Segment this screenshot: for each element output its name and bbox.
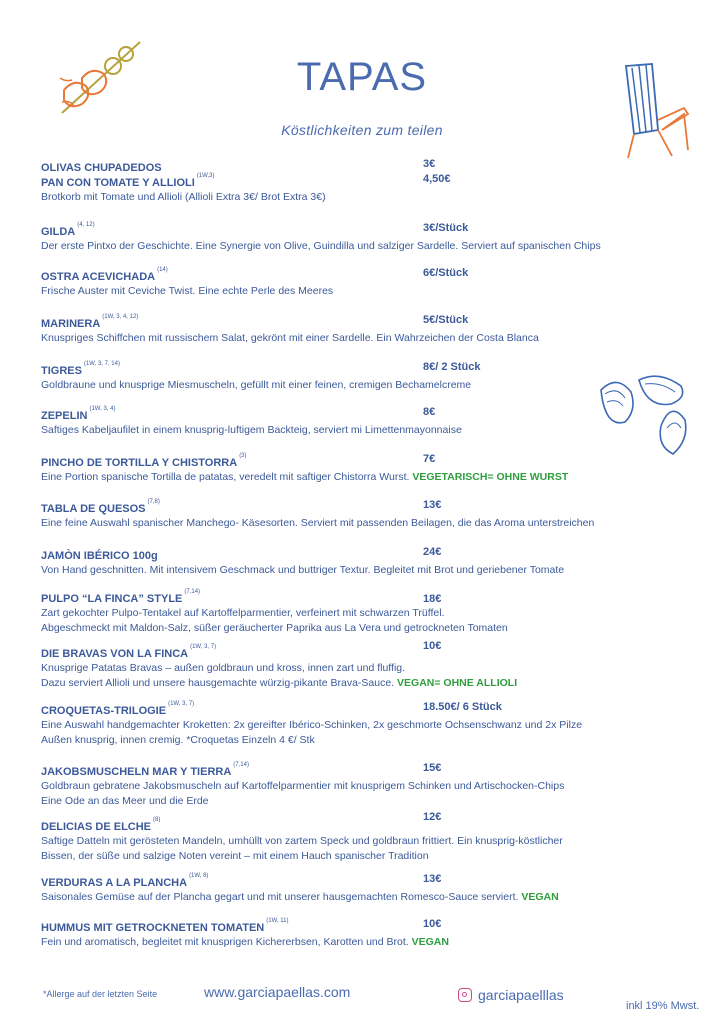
item-allergen: (1W, 3, 7)	[168, 701, 195, 707]
item-description-text: Eine Ode an das Meer und die Erde	[41, 795, 209, 807]
menu-item	[41, 589, 711, 636]
item-allergen: (7,8)	[147, 499, 160, 505]
item-allergen: (7,14)	[184, 589, 201, 595]
item-name: PINCHO DE TORTILLA Y CHISTORRA	[41, 457, 238, 469]
item-name: ZEPELIN	[41, 410, 88, 422]
item-description-text: Brotkorb mit Tomate und Allioli (Allioli Extra 3€/ Brot Extra 3€)	[41, 191, 326, 203]
item-description-text: Saisonales Gemüse auf der Plancha gegart und mit unserer hausgemachten Romesco-Sauce serviert.	[41, 891, 519, 903]
item-allergen: (1W, 3, 7)	[190, 644, 217, 650]
item-description	[41, 331, 711, 346]
item-description-text: Von Hand geschnitten. Mit intensivem Geschmack und buttriger Textur. Begleitet mit Brot und geriebener Tomate	[41, 564, 565, 576]
item-price: 5€/Stück	[423, 314, 469, 326]
item-description-text: Goldbraune und knusprige Miesmuscheln, gefüllt mit einer feinen, cremigen Bechamelcreme	[41, 379, 472, 391]
item-allergen: (1W, 3, 7, 14)	[83, 361, 120, 367]
item-name: TIGRES	[41, 365, 82, 377]
item-description	[41, 378, 711, 393]
item-name: VERDURAS A LA PLANCHA	[41, 877, 188, 889]
item-name: JAMÒN IBÉRICO 100g	[41, 550, 158, 562]
instagram-label: garciapaelllas	[478, 987, 564, 1003]
item-price: 8€/ 2 Stück	[423, 361, 481, 373]
item-description	[41, 621, 711, 636]
item-description-text: Abgeschmeckt mit Maldon-Salz, süßer geräucherter Paprika aus La Vera und getrockneten Tomaten	[41, 622, 508, 634]
item-price: 6€/Stück	[423, 267, 469, 279]
item-description	[41, 516, 711, 531]
item-name: TABLA DE QUESOS	[41, 503, 146, 515]
item-description-text: Der erste Pintxo der Geschichte. Eine Synergie von Olive, Guindilla und salziger Sardelle. Serviert auf spanischen Chips	[41, 240, 601, 252]
item-name: PAN CON TOMATE Y ALLIOLI	[41, 177, 195, 189]
item-price: 18€	[423, 593, 442, 605]
item-description-text: Knusprige Patatas Bravas – außen goldbraun und kross, innen zart und fluffig.	[41, 662, 406, 674]
item-allergen: (1W,3)	[196, 173, 215, 179]
item-description-text: Bissen, der süße und salzige Noten vereint – mit einem Hauch spanischer Tradition	[41, 850, 429, 862]
item-description	[41, 470, 711, 485]
item-allergen: (8)	[153, 817, 161, 823]
menu-item	[41, 918, 711, 950]
menu-item	[41, 314, 711, 346]
item-description-text: Zart gekochter Pulpo-Tentakel auf Kartoffelparmentier, verfeinert mit schwarzen Trüffel.	[41, 607, 445, 619]
item-description-text: Frische Auster mit Ceviche Twist. Eine echte Perle des Meeres	[41, 285, 334, 297]
menu-item	[41, 762, 711, 809]
item-description	[41, 284, 711, 299]
diet-tag: VEGAN	[411, 936, 449, 948]
item-description-text: Eine Portion spanische Tortilla de patatas, veredelt mit saftiger Chistorra Wurst.	[41, 471, 410, 483]
item-allergen: (1W, 3, 4, 12)	[102, 314, 139, 320]
item-price: 15€	[423, 762, 442, 774]
item-allergen: (7,14)	[233, 762, 249, 768]
item-price: 3€/Stück	[423, 222, 469, 234]
tax-note: inkl 19% Mwst.	[626, 1000, 700, 1012]
item-price: 10€	[423, 640, 442, 652]
item-name: OSTRA ACEVICHADA	[41, 271, 156, 283]
item-description-text: Fein und aromatisch, begleitet mit knusprigen Kichererbsen, Karotten und Brot.	[41, 936, 409, 948]
item-description	[41, 676, 711, 691]
item-name: PULPO “LA FINCA” STYLE	[41, 593, 183, 605]
item-price: 10€	[423, 918, 442, 930]
item-description	[41, 733, 711, 748]
item-description	[41, 794, 711, 809]
diet-tag: VEGETARISCH= OHNE WURST	[412, 471, 569, 483]
menu-item	[41, 640, 711, 691]
item-name: DELICIAS DE ELCHE	[41, 821, 152, 833]
diet-tag: VEGAN	[521, 891, 559, 903]
item-description	[41, 890, 711, 905]
item-description	[41, 718, 711, 733]
allergen-note: *Allerge auf der letzten Seite	[43, 989, 158, 999]
item-price: 13€	[423, 873, 442, 885]
item-price: 12€	[423, 811, 442, 823]
item-description-text: Goldbraun gebratene Jakobsmuscheln auf Kartoffelparmentier mit knusprigem Schinken und Artischocken-Chips	[41, 780, 565, 792]
menu-item	[41, 173, 711, 205]
item-allergen: (4, 12)	[77, 222, 95, 228]
item-name: HUMMUS MIT GETROCKNETEN TOMATEN	[41, 922, 265, 934]
item-description	[41, 849, 711, 864]
item-description-text: Eine feine Auswahl spanischer Manchego- Käsesorten. Serviert mit passenden Beilagen, die das Aroma unterstreichen	[41, 517, 595, 529]
item-description-text: Saftiges Kabeljaufilet in einem knusprig-luftigem Backteig, serviert mi Limettenmayonnaise	[41, 424, 462, 436]
item-description-text: Dazu serviert Allioli und unsere hausgemachte würzig-pikante Brava-Sauce.	[41, 677, 395, 689]
item-name: JAKOBSMUSCHELN MAR Y TIERRA	[41, 766, 232, 778]
item-description	[41, 779, 711, 794]
item-price: 18.50€/ 6 Stück	[423, 701, 502, 713]
item-price: 13€	[423, 499, 442, 511]
item-price: 8€	[423, 406, 436, 418]
menu-title: TAPAS	[296, 55, 428, 99]
menu-item	[41, 267, 711, 299]
menu-item	[41, 546, 711, 578]
item-allergen: (3)	[239, 453, 247, 459]
item-description	[41, 661, 711, 676]
item-allergen: (14)	[157, 267, 168, 273]
item-name: MARINERA	[41, 318, 101, 330]
item-description	[41, 606, 711, 621]
menu-item	[41, 453, 711, 485]
item-description	[41, 423, 711, 438]
diet-tag: VEGAN= OHNE ALLIOLI	[397, 677, 518, 689]
item-description-text: Saftige Datteln mit gerösteten Mandeln, umhüllt von zartem Speck und goldbraun frittiert. Ein knusprig-köstlicher	[41, 835, 563, 847]
item-description	[41, 563, 711, 578]
item-name: DIE BRAVAS VON LA FINCA	[41, 648, 189, 660]
menu-item	[41, 406, 711, 438]
item-description-text: Eine Auswahl handgemachter Kroketten: 2x gereifter Ibérico-Schinken, 2x geschmorte Ochsenschwanz und 2x Pilze	[41, 719, 583, 731]
item-description	[41, 935, 711, 950]
instagram-handle[interactable]	[458, 987, 564, 1003]
item-price: 24€	[423, 546, 442, 558]
item-allergen: (1W, 8)	[189, 873, 209, 879]
website-link[interactable]: www.garciapaellas.com	[204, 984, 351, 1000]
instagram-icon	[458, 988, 472, 1002]
item-name: OLIVAS CHUPADEDOS	[41, 162, 162, 174]
item-description-text: Knuspriges Schiffchen mit russischem Salat, gekrönt mit einer Sardelle. Ein Wahrzeichen der Costa Blanca	[41, 332, 539, 344]
item-allergen: (1W, 3, 4)	[89, 406, 116, 412]
item-description	[41, 834, 711, 849]
item-price: 7€	[423, 453, 436, 465]
menu-item	[41, 701, 711, 748]
item-description-text: Außen knusprig, innen cremig. *Croquetas Einzeln 4 €/ Stk	[41, 734, 315, 746]
item-price: 3€	[423, 158, 436, 170]
item-allergen: (1W, 11)	[266, 918, 289, 924]
menu-item	[41, 499, 711, 531]
item-price: 4,50€	[423, 173, 451, 185]
menu-item	[41, 873, 711, 905]
menu-item	[41, 811, 711, 864]
item-description	[41, 239, 711, 254]
menu-item	[41, 361, 711, 393]
menu-item	[41, 222, 711, 254]
item-description	[41, 190, 711, 205]
item-name: CROQUETAS-TRILOGIE	[41, 705, 167, 717]
menu-subtitle: Köstlichkeiten zum teilen	[281, 122, 443, 138]
item-name: GILDA	[41, 226, 76, 238]
